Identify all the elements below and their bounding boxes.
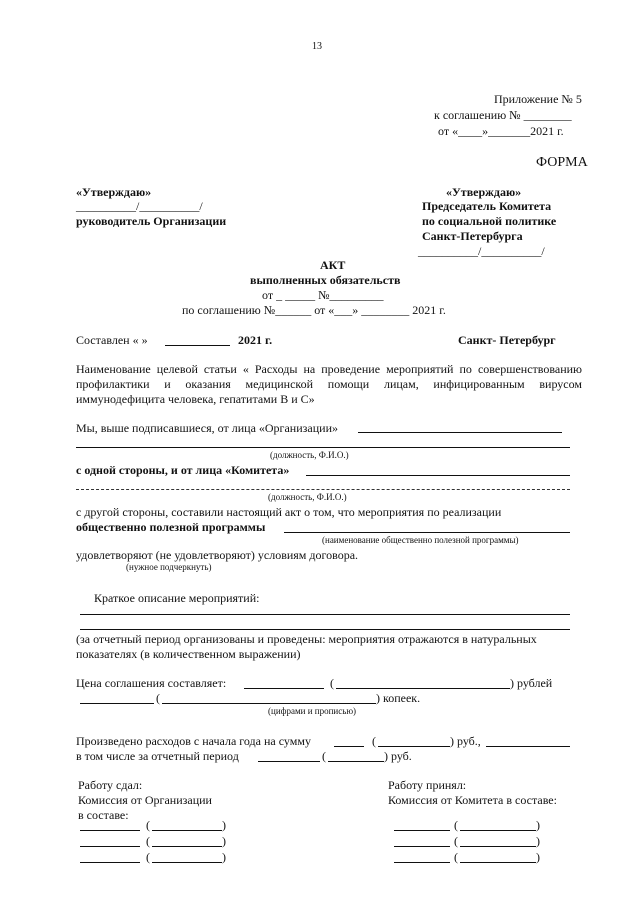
article-line-3: иммунодефицита человека, гепатитами В и С» <box>76 392 315 406</box>
description-note-1: (за отчетный период организованы и проведены: мероприятия отражаются в натуральных <box>76 632 537 646</box>
expenses-year-digits-line <box>334 746 364 747</box>
we-signed-line: Мы, выше подписавшиеся, от лица «Организации» <box>76 421 338 435</box>
approve-right-role-2: по социальной политике <box>422 214 557 228</box>
conditions-line: удовлетворяют (не удовлетворяют) условиям договора. <box>76 548 359 562</box>
handed-signature-1 <box>80 830 140 831</box>
expenses-year-rub: ) руб., <box>450 734 481 748</box>
accepted-signature-1 <box>394 830 450 831</box>
org-representative-line <box>358 432 562 433</box>
accepted-name-3 <box>460 862 536 863</box>
handed-name-paren-close-3: ) <box>222 850 226 864</box>
act-from-line: от _ _____ №_________ <box>262 288 384 302</box>
approve-right-role-3: Санкт-Петербурга <box>422 229 523 243</box>
approve-left-title: «Утверждаю» <box>76 185 152 199</box>
handed-commission: Комиссия от Организации <box>78 793 212 807</box>
kopecks-paren-open: ( <box>156 691 160 705</box>
handed-name-paren-close-1: ) <box>222 818 226 832</box>
caption-position-name-1: (должность, Ф.И.О.) <box>270 450 349 460</box>
appendix-title: Приложение № 5 <box>494 92 582 106</box>
handed-composition: в составе: <box>78 808 129 822</box>
accepted-name-paren-open-1: ( <box>454 818 458 832</box>
other-side-line-1: с другой стороны, составили настоящий акт о том, что мероприятия по реализации <box>76 505 502 519</box>
expenses-year-paren-open: ( <box>372 734 376 748</box>
accepted-name-1 <box>460 830 536 831</box>
accepted-name-paren-close-3: ) <box>536 850 540 864</box>
kopecks-digits-line <box>80 703 154 704</box>
accepted-name-paren-open-3: ( <box>454 850 458 864</box>
act-title: АКТ <box>320 258 346 272</box>
caption-position-name-2: (должность, Ф.И.О.) <box>268 492 347 502</box>
handed-name-paren-open-1: ( <box>146 818 150 832</box>
appendix-agreement-number: к соглашению № ________ <box>434 108 572 122</box>
price-kopecks: ) копеек. <box>376 691 421 705</box>
accepted-signature-3 <box>394 862 450 863</box>
accepted-name-paren-close-2: ) <box>536 834 540 848</box>
handed-signature-2 <box>80 846 140 847</box>
description-line-1 <box>80 614 570 615</box>
expenses-year-trailing-line <box>486 746 570 747</box>
price-label: Цена соглашения составляет: <box>76 676 227 690</box>
approve-left-role: руководитель Организации <box>76 214 227 228</box>
compiled-city: Санкт- Петербург <box>458 333 556 347</box>
kopecks-words-line <box>162 703 376 704</box>
price-digits-line <box>244 688 324 689</box>
approve-right-sign-line: __________/__________/ <box>418 244 545 258</box>
program-name-line <box>284 532 570 533</box>
approve-right-role-1: Председатель Комитета <box>422 199 552 213</box>
accepted-name-paren-close-1: ) <box>536 818 540 832</box>
handed-name-paren-open-2: ( <box>146 834 150 848</box>
one-side-line: с одной стороны, и от лица «Комитета» <box>76 463 290 477</box>
caption-digits-words: (цифрами и прописью) <box>268 706 357 716</box>
act-agreement-line: по соглашению №______ от «___» ________ 2021 г. <box>182 303 446 317</box>
handed-name-2 <box>152 846 222 847</box>
handed-label: Работу сдал: <box>78 778 143 792</box>
accepted-signature-2 <box>394 846 450 847</box>
expenses-year-label: Произведено расходов с начала года на сумму <box>76 734 311 748</box>
price-paren-open: ( <box>330 676 334 690</box>
expenses-period-paren-open: ( <box>322 749 326 763</box>
description-note-2: показателях (в количественном выражении) <box>76 647 301 661</box>
accepted-commission: Комиссия от Комитета в составе: <box>388 793 557 807</box>
form-label: ФОРМА <box>536 155 588 170</box>
accepted-label: Работу принял: <box>388 778 467 792</box>
committee-representative-line-2 <box>76 489 570 490</box>
expenses-period-words-line <box>328 761 384 762</box>
description-line-2 <box>80 629 570 630</box>
approve-right-title: «Утверждаю» <box>446 185 522 199</box>
price-words-line <box>336 688 510 689</box>
org-representative-line-2 <box>76 447 570 448</box>
expenses-period-digits-line <box>258 761 320 762</box>
price-rubles: ) рублей <box>510 676 553 690</box>
caption-program-name: (наименование общественно полезной программы) <box>322 535 519 545</box>
handed-signature-3 <box>80 862 140 863</box>
act-subtitle: выполненных обязательств <box>250 273 401 287</box>
caption-underline: (нужное подчеркнуть) <box>126 562 212 572</box>
handed-name-1 <box>152 830 222 831</box>
article-line-1: Наименование целевой статьи « Расходы на проведение мероприятий по совершенствованию <box>76 362 582 376</box>
description-label: Краткое описание мероприятий: <box>94 591 260 605</box>
compiled-year: 2021 г. <box>238 333 273 347</box>
other-side-line-2: общественно полезной программы <box>76 520 266 534</box>
page-number: 13 <box>312 41 322 52</box>
expenses-period-label: в том числе за отчетный период <box>76 749 239 763</box>
expenses-year-words-line <box>378 746 450 747</box>
article-line-2: профилактики и оказания медицинской помощи лицам, инфицированным вирусом <box>76 377 582 391</box>
handed-name-paren-open-3: ( <box>146 850 150 864</box>
compiled-date-prefix: Составлен « » <box>76 333 148 347</box>
accepted-name-2 <box>460 846 536 847</box>
approve-left-sign-line: __________/__________/ <box>76 199 203 213</box>
accepted-name-paren-open-2: ( <box>454 834 458 848</box>
handed-name-3 <box>152 862 222 863</box>
committee-representative-line <box>306 475 570 476</box>
handed-name-paren-close-2: ) <box>222 834 226 848</box>
compiled-date-line <box>165 345 230 346</box>
expenses-period-rub: ) руб. <box>384 749 412 763</box>
appendix-agreement-date: от «____»_______2021 г. <box>438 124 564 138</box>
